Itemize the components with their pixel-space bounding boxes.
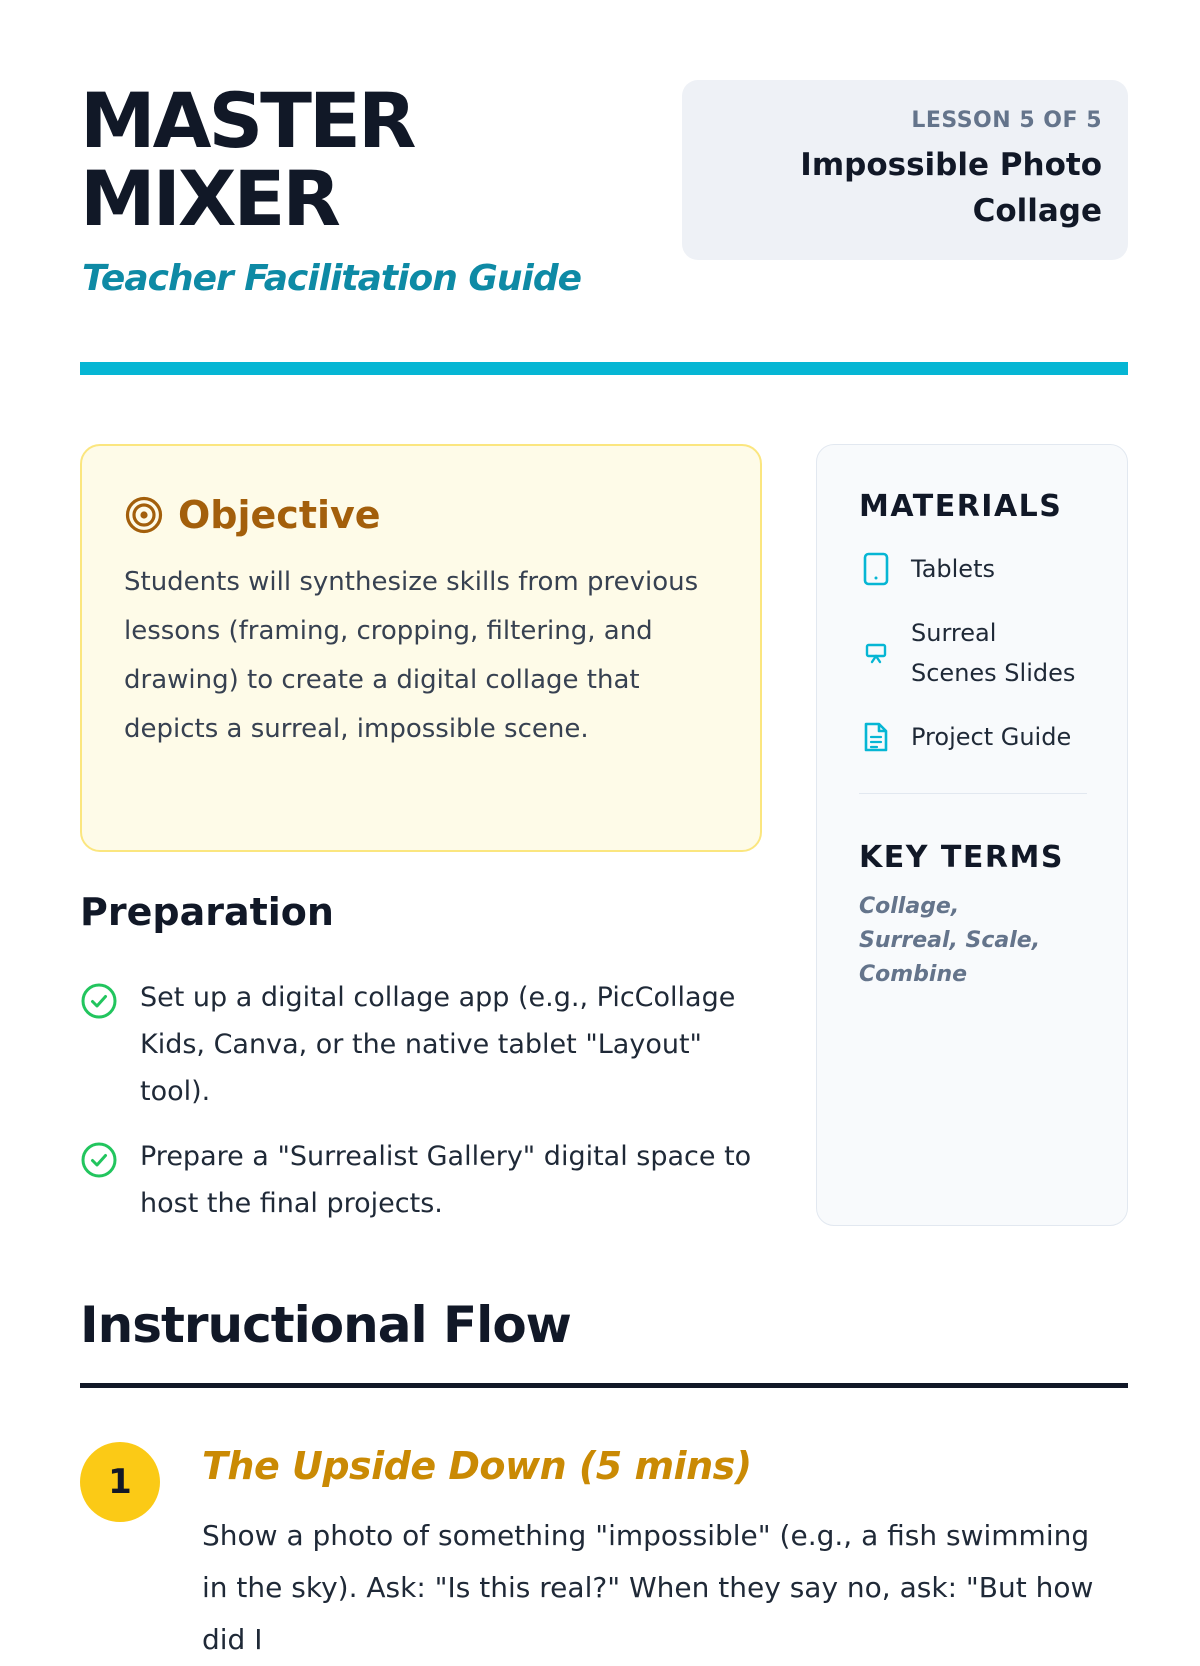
target-icon — [124, 495, 164, 535]
guide-page — [80, 0, 1128, 1656]
instructional-flow-heading: Instructional Flow — [80, 1296, 571, 1354]
list-item — [859, 613, 1087, 693]
lesson-card — [682, 80, 1128, 260]
preparation-item-text: Set up a digital collage app (e.g., PicCollage Kids, Canva, or the native tablet "Layout" tool). — [140, 982, 736, 1107]
list-item — [80, 974, 762, 1115]
key-terms-text: Collage, Surreal, Scale, Combine — [859, 894, 1041, 987]
material-label: Surreal Scenes Slides — [911, 619, 1076, 687]
lesson-name: Impossible Photo Collage — [800, 147, 1102, 229]
list-item — [80, 1133, 762, 1227]
step-number-badge: 1 — [80, 1442, 160, 1522]
brand-title-line2: MIXER — [80, 154, 338, 243]
check-circle-icon — [80, 982, 118, 1020]
tablet-icon — [863, 552, 889, 586]
objective-text: Students will synthesize skills from previous lessons (framing, cropping, filtering, and drawing) to create a digital collage that depicts a surreal, impossible scene. — [124, 567, 699, 744]
preparation-item-text: Prepare a "Surrealist Gallery" digital space to host the final projects. — [140, 1141, 752, 1219]
objective-heading-label: Objective — [178, 493, 381, 537]
sidebar-divider — [859, 793, 1087, 794]
flow-divider — [80, 1383, 1128, 1388]
check-circle-icon — [80, 1141, 118, 1179]
materials-heading: MATERIALS — [859, 489, 1063, 524]
document-icon — [862, 721, 890, 753]
preparation-heading: Preparation — [80, 890, 334, 934]
presentation-icon — [864, 641, 888, 665]
brand-title — [80, 76, 640, 243]
material-label: Project Guide — [911, 723, 1072, 751]
step-title: The Upside Down (5 mins) — [202, 1444, 752, 1488]
list-item — [859, 717, 1087, 757]
sidebar-panel — [816, 444, 1128, 1226]
material-label: Tablets — [911, 555, 995, 583]
step-text: Show a photo of something "impossible" (e.g., a fish swimming in the sky). Ask: "Is this real?" When they say no, ask: "But how did I — [202, 1519, 1094, 1656]
lesson-number: LESSON 5 OF 5 — [911, 108, 1102, 133]
objective-box — [80, 444, 762, 852]
objective-heading — [124, 490, 718, 540]
guide-subtitle: Teacher Facilitation Guide — [82, 258, 582, 299]
header-divider — [80, 362, 1128, 375]
key-terms-heading: KEY TERMS — [859, 840, 1064, 875]
brand-title-line1: MASTER — [80, 76, 414, 165]
materials-list — [859, 549, 1087, 757]
preparation-list — [80, 974, 762, 1245]
list-item — [859, 549, 1087, 589]
